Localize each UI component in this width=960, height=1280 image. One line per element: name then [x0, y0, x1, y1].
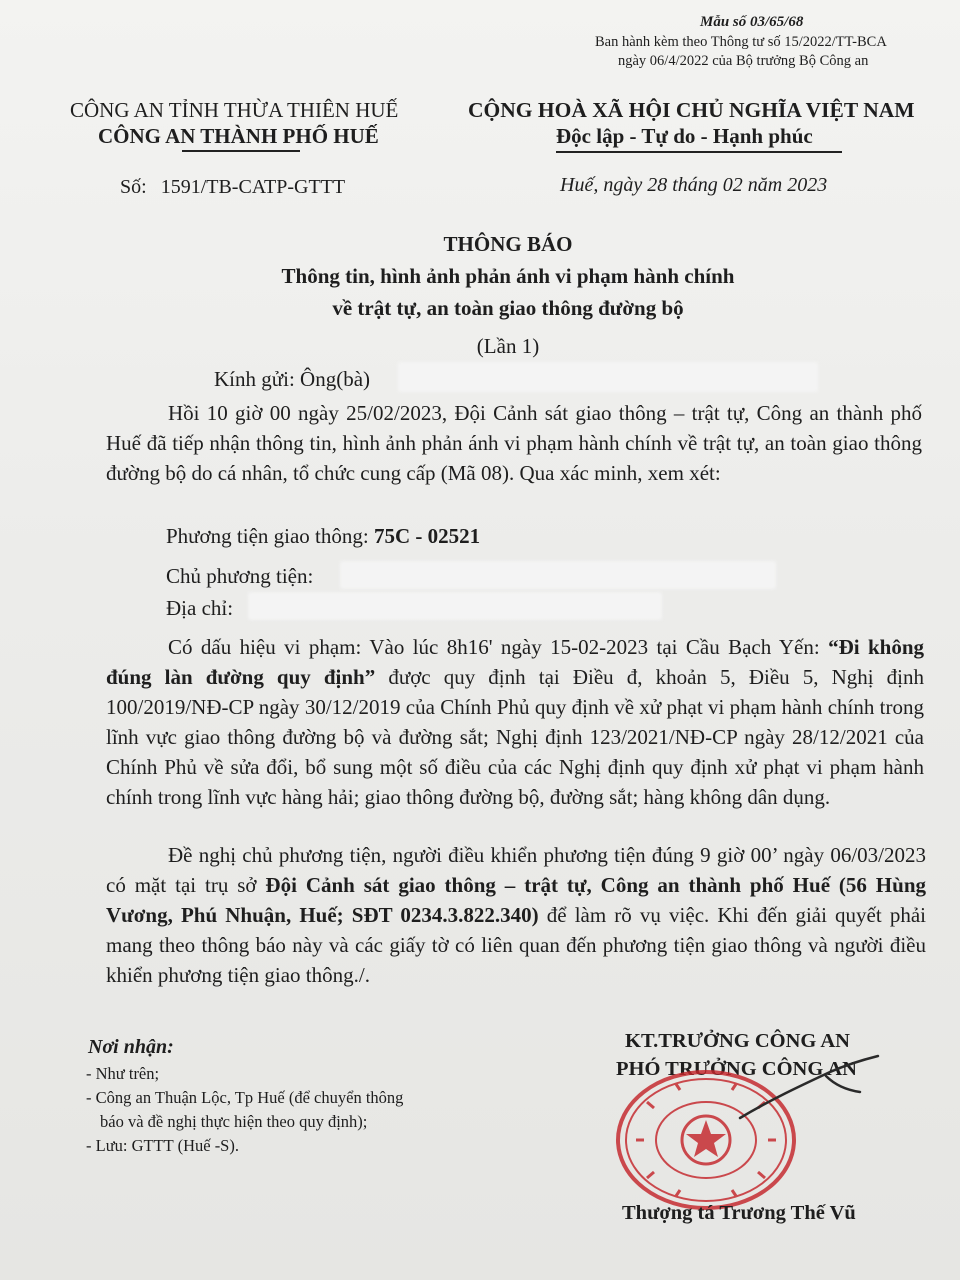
violation-intro: Có dấu hiệu vi phạm: Vào lúc 8h16' ngày 15-02-2023 tại Cầu Bạch Yến: — [168, 635, 829, 659]
receivers-list — [86, 1062, 403, 1158]
document-number — [120, 176, 345, 199]
summons-location: Đội Cảnh sát giao thông – trật tự, Công an thành phố Huế (56 Hùng Vương, Phú Nhuận, Huế; SĐT 0234.3.822.340) — [106, 873, 927, 927]
signer-name: Thượng tá Trương Thế Vũ — [622, 1202, 856, 1224]
recipient-label: Kính gửi: Ông(bà) — [214, 367, 371, 391]
national-motto: Độc lập - Tự do - Hạnh phúc — [556, 124, 813, 148]
issuing-agency: CÔNG AN THÀNH PHỐ HUẾ — [98, 124, 379, 148]
parent-agency: CÔNG AN TỈNH THỪA THIÊN HUẾ — [70, 98, 399, 122]
document-subtitle-1: Thông tin, hình ảnh phản ánh vi phạm hành chính — [281, 264, 735, 288]
document-title: THÔNG BÁO — [443, 232, 573, 256]
address-field: Địa chỉ: — [166, 596, 234, 620]
signature-authority: KT.TRƯỞNG CÔNG AN — [625, 1030, 850, 1052]
signature-position: PHÓ TRƯỞNG CÔNG AN — [616, 1058, 857, 1080]
violation-legal-basis: được quy định tại Điều đ, khoản 5, Điều 5, Nghị định 100/2019/NĐ-CP ngày 30/12/2019 của Chính Phủ quy định về xử phạt vi phạm hành chính trong lĩnh vực giao thông đường bộ và đường sắt; Nghị định 123/2021/NĐ-CP ngày 28/12/2021 của Chính Phủ về sửa đổi, bổ sung một số điều của các Nghị định quy định xử phạt vi phạm hành chính trong lĩnh vực hàng hải; giao thông đường bộ, đường sắt; hàng không dân dụng. — [106, 665, 924, 809]
receivers-title: Nơi nhận: — [88, 1036, 174, 1058]
redacted-address — [248, 592, 662, 620]
violation-paragraph — [106, 632, 924, 812]
vehicle-plate: 75C - 02521 — [373, 524, 481, 548]
violation-name: “Đi không đúng làn đường quy định” — [106, 635, 925, 689]
owner-field: Chủ phương tiện: — [166, 564, 314, 588]
summons-paragraph — [106, 840, 926, 990]
form-issuance-line: Ban hành kèm theo Thông tư số 15/2022/TT-BCA — [595, 34, 887, 50]
vehicle-label: Phương tiện giao thông: — [166, 524, 369, 548]
summons-instructions: để làm rõ vụ việc. Khi đến giải quyết phải mang theo thông báo này và các giấy tờ có liên quan đến phương tiện giao thông và người điều khiển phương tiện giao thông./. — [106, 903, 926, 987]
form-issuance-date-line: ngày 06/4/2022 của Bộ trưởng Bộ Công an — [618, 53, 869, 69]
document-number-label: Số: — [120, 176, 147, 198]
redacted-recipient-name — [398, 362, 818, 392]
motto-underline — [556, 151, 842, 153]
agency-underline — [182, 150, 300, 152]
notice-round: (Lần 1) — [476, 334, 540, 358]
intro-paragraph: Hồi 10 giờ 00 ngày 25/02/2023, Đội Cảnh sát giao thông – trật tự, Công an thành phố Huế đã tiếp nhận thông tin, hình ảnh phản ánh vi phạm hành chính về trật tự, an toàn giao thông đường bộ do cá nhân, tổ chức cung cấp (Mã 08). Qua xác minh, xem xét: — [106, 401, 922, 485]
receiver-item-continued: báo và đề nghị thực hiện theo quy định); — [100, 1112, 368, 1131]
receiver-item: - Như trên; — [86, 1064, 160, 1083]
receiver-item: - Lưu: GTTT (Huế -S). — [86, 1136, 239, 1155]
document-number-value: 1591/TB-CATP-GTTT — [160, 176, 346, 198]
receiver-item: - Công an Thuận Lộc, Tp Huế (để chuyển thông — [86, 1088, 404, 1107]
summons-intro: Đề nghị chủ phương tiện, người điều khiển phương tiện đúng 9 giờ 00’ ngày 06/03/2023 có mặt tại trụ sở — [106, 843, 926, 897]
document-subtitle-2: về trật tự, an toàn giao thông đường bộ — [332, 296, 684, 320]
official-seal — [614, 1068, 798, 1212]
redacted-owner-name — [340, 561, 776, 589]
national-heading: CỘNG HOÀ XÃ HỘI CHỦ NGHĨA VIỆT NAM — [468, 98, 915, 122]
document-date: Huế, ngày 28 tháng 02 năm 2023 — [560, 174, 828, 196]
form-code: Mẫu số 03/65/68 — [700, 14, 804, 30]
vehicle-field — [166, 524, 480, 549]
